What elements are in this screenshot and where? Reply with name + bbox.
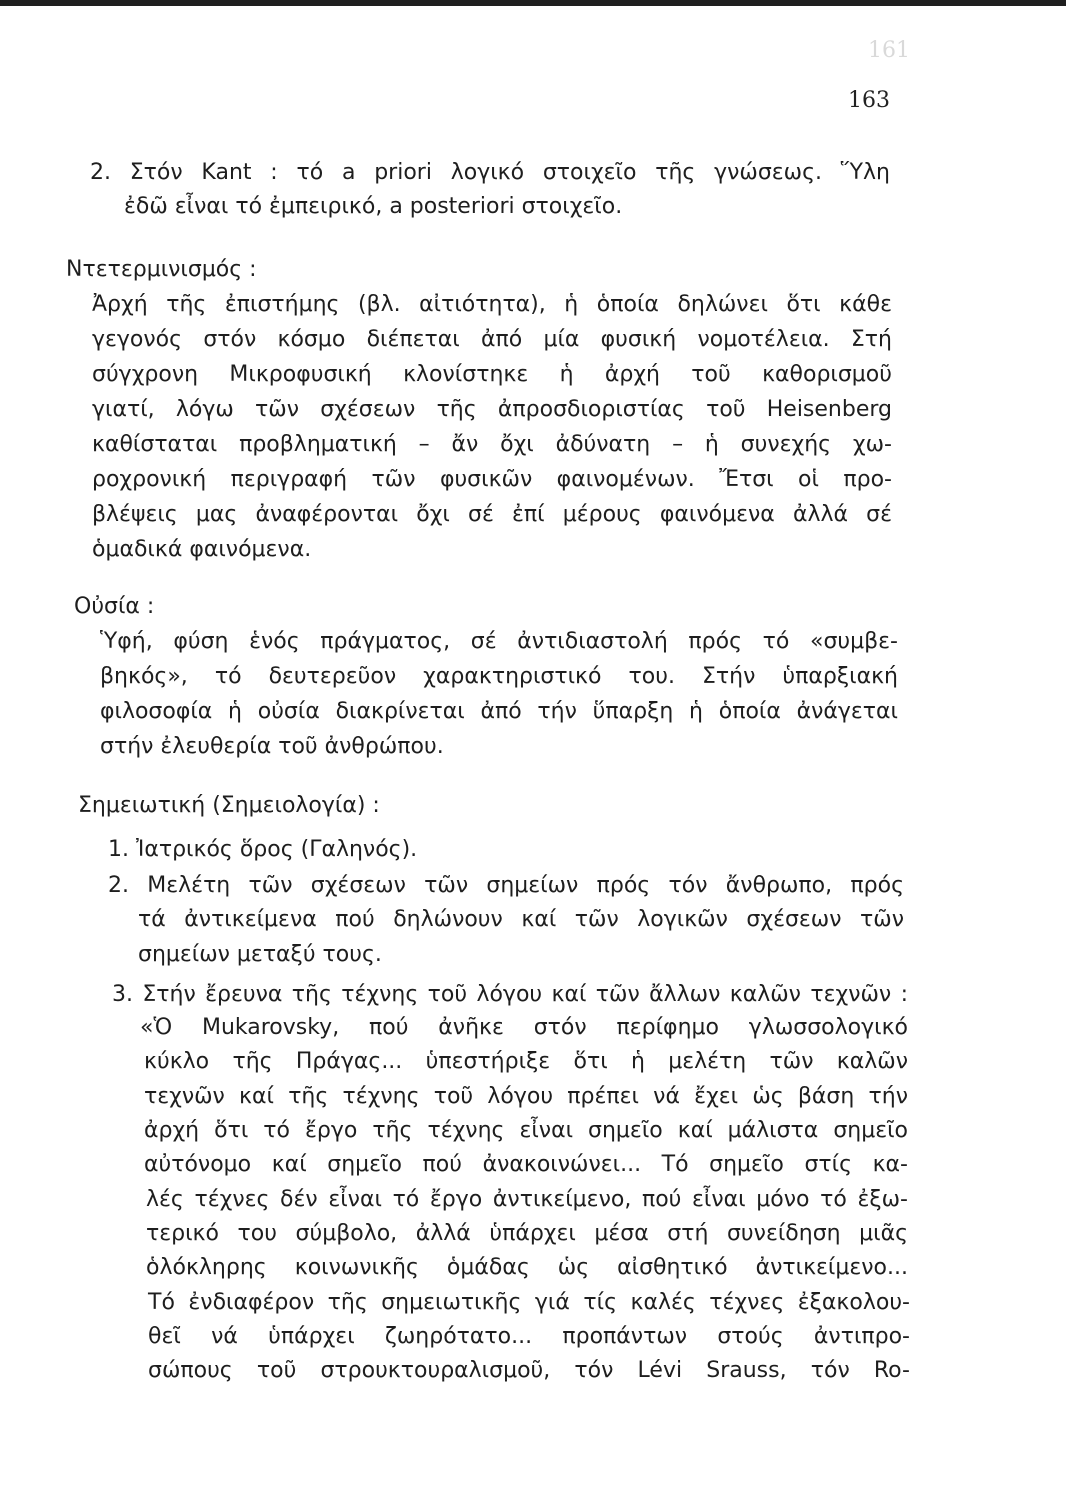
entry-term: Ντετερμινισμός :: [66, 257, 257, 282]
text-line: «Ὁ Mukarovsky, πού ἀνῆκε στόν περίφημο γλωσσολογικό: [140, 1015, 908, 1040]
text-line: λές τέχνες δέν εἶναι τό ἔργο ἀντικείμενο, πού εἶναι μόνο τό ἐξω-: [146, 1187, 908, 1212]
entry-term: Οὐσία :: [74, 594, 155, 619]
text-line: ἀρχή ὅτι τό ἔργο τῆς τέχνης εἶναι σημεῖο καί μάλιστα σημεῖο: [144, 1118, 908, 1143]
text-line: φιλοσοφία ἡ οὐσία διακρίνεται ἀπό τήν ὕπαρξη ἡ ὁποία ἀνάγεται: [100, 699, 898, 724]
page-number: 163: [848, 88, 890, 113]
entry-term: Σημειωτική (Σημειολογία) :: [78, 793, 380, 818]
text-line: ἐδῶ εἶναι τό ἐμπειρικό, a posteriori στοιχεῖο.: [124, 194, 623, 219]
text-line: στήν ἐλευθερία τοῦ ἀνθρώπου.: [100, 734, 444, 759]
text-line: Τό ἐνδιαφέρον τῆς σημειωτικῆς γιά τίς καλές τέχνες ἐξακολου-: [148, 1290, 910, 1315]
text-line: ροχρονική περιγραφή τῶν φυσικῶν φαινομένων. Ἔτσι οἱ προ-: [92, 467, 892, 492]
text-line: τά ἀντικείμενα πού δηλώνουν καί τῶν λογικῶν σχέσεων τῶν: [138, 907, 904, 932]
text-line: γιατί, λόγω τῶν σχέσεων τῆς ἀπροσδιοριστίας τοῦ Heisenberg: [92, 397, 892, 422]
text-line: τεχνῶν καί τῆς τέχνης τοῦ λόγου πρέπει νά ἔχει ὡς βάση τήν: [144, 1084, 908, 1109]
text-line: ὁμαδικά φαινόμενα.: [92, 537, 312, 562]
text-line: 2. Μελέτη τῶν σχέσεων τῶν σημείων πρός τόν ἄνθρωπο, πρός: [108, 873, 904, 898]
text-line: γεγονός στόν κόσμο διέπεται ἀπό μία φυσική νομοτέλεια. Στή: [92, 327, 892, 352]
text-line: Ἀρχή τῆς ἐπιστήμης (βλ. αἰτιότητα), ἡ ὁποία δηλώνει ὅτι κάθε: [92, 292, 892, 317]
text-line: αὐτόνομο καί σημεῖο πού ἀνακοινώνει... Τό σημεῖο στίς κα-: [144, 1152, 908, 1177]
text-line: σύγχρονη Μικροφυσική κλονίστηκε ἡ ἀρχή τοῦ καθορισμοῦ: [92, 362, 892, 387]
text-line: 2. Στόν Kant : τό a priori λογικό στοιχεῖο τῆς γνώσεως. Ὕλη: [90, 160, 890, 185]
text-line: 3. Στήν ἔρευνα τῆς τέχνης τοῦ λόγου καί τῶν ἄλλων καλῶν τεχνῶν :: [112, 982, 908, 1007]
text-line: κύκλο τῆς Πράγας... ὑπεστήριξε ὅτι ἡ μελέτη τῶν καλῶν: [144, 1049, 908, 1074]
text-line: σημείων μεταξύ τους.: [138, 942, 382, 967]
text-line: θεῖ νά ὑπάρχει ζωηρότατο... προπάντων στούς ἀντιπρο-: [148, 1324, 910, 1349]
text-line: καθίσταται προβληματική – ἄν ὄχι ἀδύνατη – ἡ συνεχής χω-: [92, 432, 892, 457]
bleed-through-page-number: 161: [868, 38, 910, 63]
text-line: βλέψεις μας ἀναφέρονται ὄχι σέ ἐπί μέρους φαινόμενα ἀλλά σέ: [92, 502, 892, 527]
text-line: ὁλόκληρης κοινωνικῆς ὁμάδας ὡς αἰσθητικό ἀντικείμενο...: [146, 1255, 908, 1280]
text-line: βηκός», τό δευτερεῦον χαρακτηριστικό του. Στήν ὑπαρξιακή: [100, 664, 898, 689]
text-line: Ὑφή, φύση ἑνός πράγματος, σέ ἀντιδιαστολή πρός τό «συμβε-: [100, 629, 898, 654]
text-line: τερικό του σύμβολο, ἀλλά ὑπάρχει μέσα στή συνείδηση μιᾶς: [146, 1221, 908, 1246]
text-line: 1. Ἰατρικός ὅρος (Γαληνός).: [108, 837, 418, 862]
text-line: σώπους τοῦ στρουκτουραλισμοῦ, τόν Lévi Srauss, τόν Ro-: [148, 1358, 910, 1383]
